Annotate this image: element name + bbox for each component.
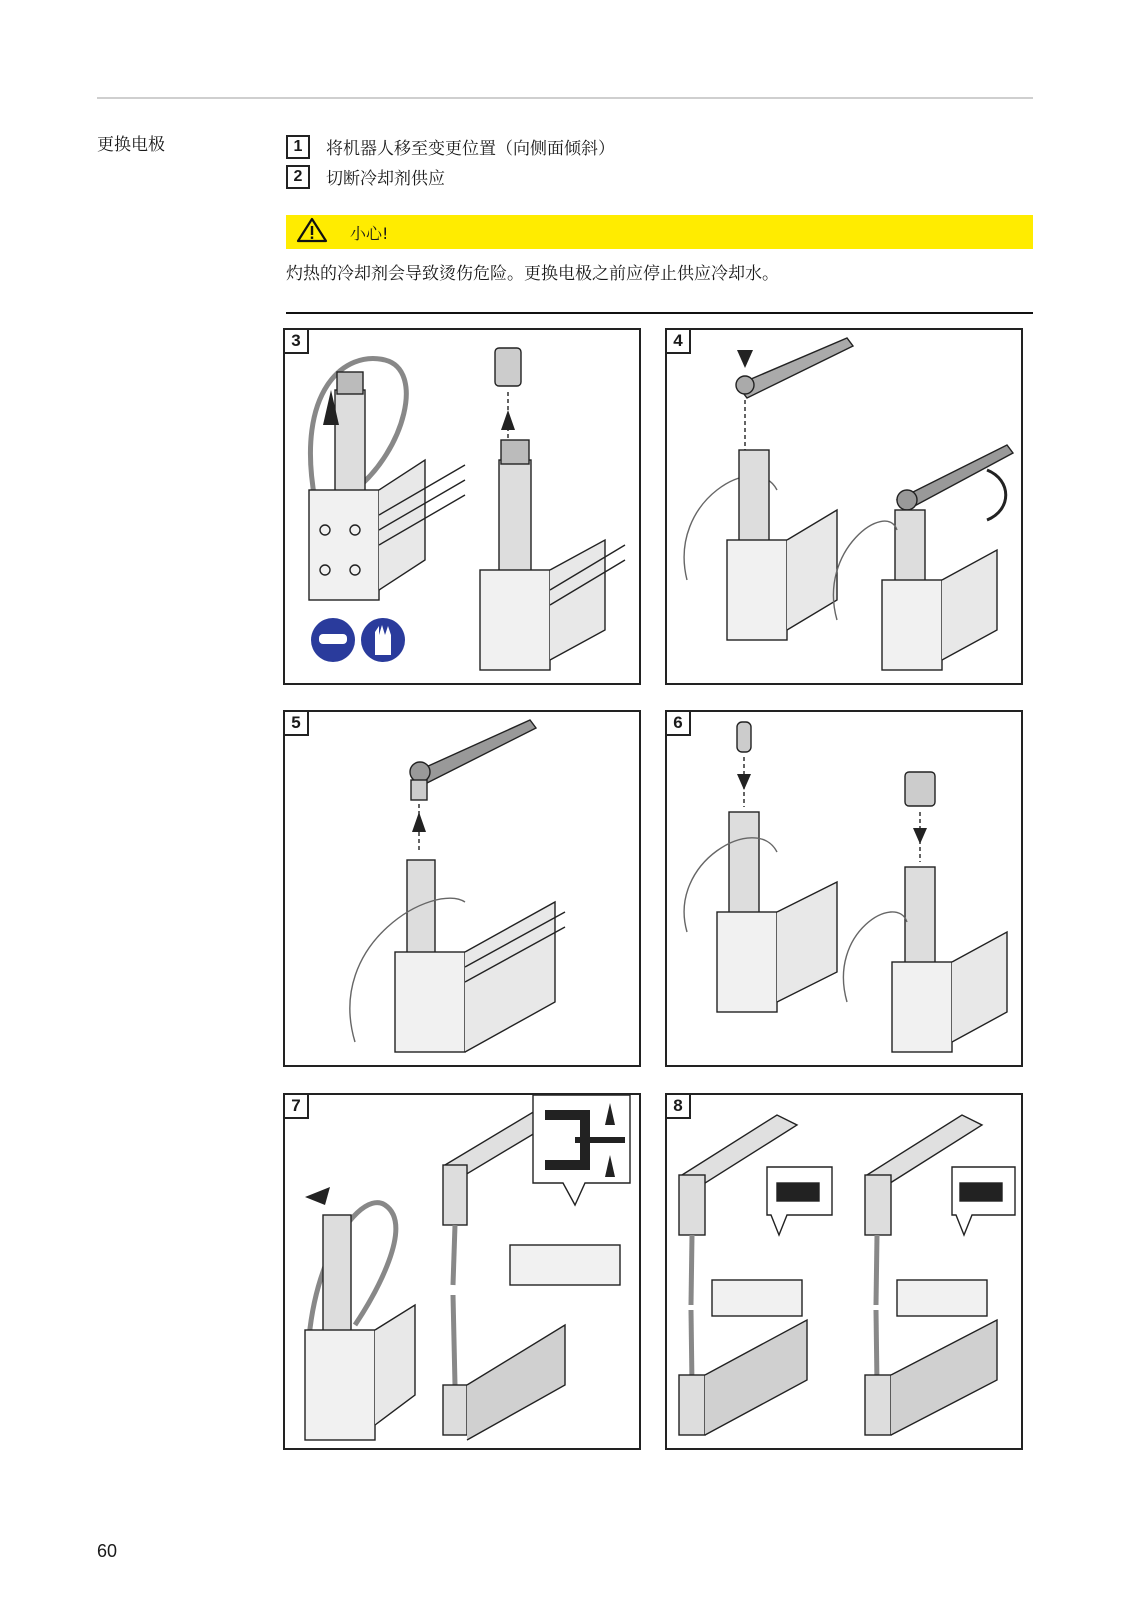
caution-text: 灼热的冷却剂会导致烫伤危险。更换电极之前应停止供应冷却水。 — [286, 264, 779, 284]
section-title: 更换电极 — [97, 135, 165, 155]
figure-5 — [283, 710, 641, 1067]
figure-number: 7 — [285, 1095, 309, 1119]
step-number: 2 — [286, 165, 310, 189]
figure-8 — [665, 1093, 1023, 1450]
coolant-restore-illustration — [667, 1095, 1023, 1450]
figure-3 — [283, 328, 641, 685]
figure-number: 8 — [667, 1095, 691, 1119]
electrode-removal-illustration — [285, 330, 641, 685]
caution-label: 小心! — [350, 223, 389, 243]
step-1 — [286, 134, 615, 159]
figure-7 — [283, 1093, 641, 1450]
safety-goggles-icon — [311, 618, 355, 662]
step-text: 切断冷却剂供应 — [326, 169, 445, 189]
step-number: 1 — [286, 135, 310, 159]
safety-gloves-icon — [361, 618, 405, 662]
header-rule — [97, 97, 1033, 99]
electrode-cap-install-illustration — [667, 712, 1023, 1067]
section-rule — [286, 312, 1033, 314]
step-2 — [286, 164, 445, 189]
figure-6 — [665, 710, 1023, 1067]
coolant-reconnect-illustration — [285, 1095, 641, 1450]
figure-4 — [665, 328, 1023, 685]
page-number: 60 — [97, 1541, 118, 1561]
figure-number: 5 — [285, 712, 309, 736]
wrench-loosen-illustration — [667, 330, 1023, 685]
figure-number: 6 — [667, 712, 691, 736]
figure-number: 3 — [285, 330, 309, 354]
electrode-cap-removal-illustration — [285, 712, 641, 1067]
figure-number: 4 — [667, 330, 691, 354]
warning-icon — [296, 217, 328, 247]
step-text: 将机器人移至变更位置（向侧面倾斜） — [326, 139, 615, 159]
caution-banner — [286, 215, 1033, 249]
